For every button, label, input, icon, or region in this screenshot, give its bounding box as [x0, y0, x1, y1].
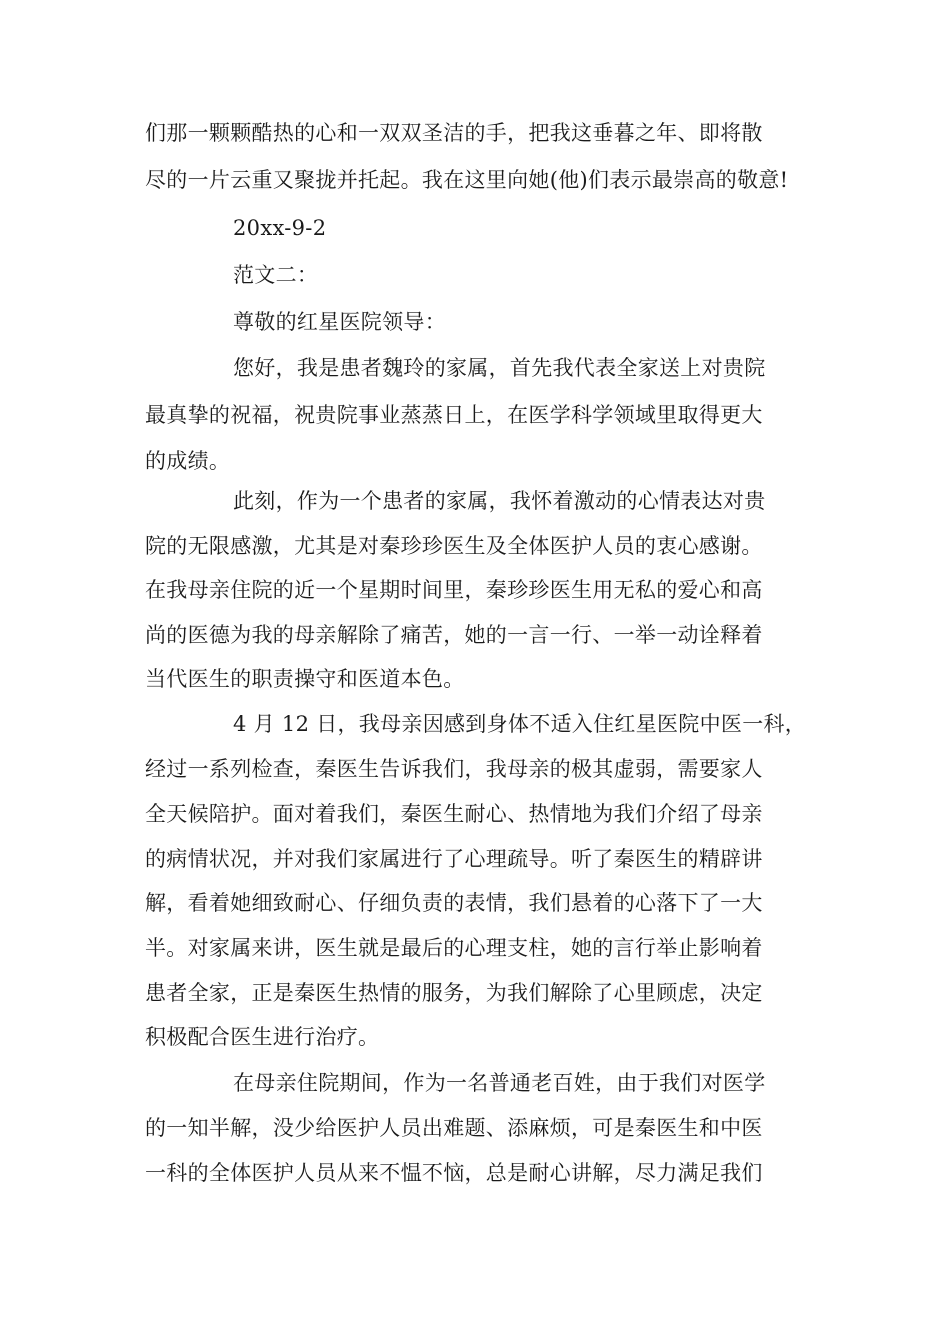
text-line: 经过一系列检查，秦医生告诉我们，我母亲的极其虚弱，需要家人	[145, 757, 763, 781]
text-line: 半。对家属来讲，医生就是最后的心理支柱，她的言行举止影响着	[145, 936, 763, 960]
paragraph-start: 此刻，作为一个患者的家属，我怀着激动的心情表达对贵	[233, 489, 766, 513]
text-line: 最真挚的祝福，祝贵院事业蒸蒸日上，在医学科学领域里取得更大	[145, 403, 763, 427]
text-line: 院的无限感激，尤其是对秦珍珍医生及全体医护人员的衷心感谢。	[145, 534, 763, 558]
text-line: 的病情状况，并对我们家属进行了心理疏导。听了秦医生的精辟讲	[145, 847, 763, 871]
paragraph-start: 您好，我是患者魏玲的家属，首先我代表全家送上对贵院	[233, 356, 766, 380]
text-line: 当代医生的职责操守和医道本色。	[145, 667, 465, 691]
text-line: 一科的全体医护人员从来不愠不恼，总是耐心讲解，尽力满足我们	[145, 1161, 763, 1185]
paragraph-start: 4 月 12 日，我母亲因感到身体不适入住红星医院中医一科，	[233, 712, 807, 736]
text-line: 尽的一片云重又聚拢并托起。我在这里向她(他)们表示最崇高的敬意!	[145, 168, 789, 192]
text-line: 患者全家，正是秦医生热情的服务，为我们解除了心里顾虑，决定	[145, 981, 763, 1005]
salutation: 尊敬的红星医院领导：	[233, 310, 446, 334]
text-line: 全天候陪护。面对着我们，秦医生耐心、热情地为我们介绍了母亲	[145, 802, 763, 826]
text-line: 积极配合医生进行治疗。	[145, 1025, 380, 1049]
text-line: 在我母亲住院的近一个星期时间里，秦珍珍医生用无私的爱心和高	[145, 578, 763, 602]
text-line: 的一知半解，没少给医护人员出难题、添麻烦，可是秦医生和中医	[145, 1116, 763, 1140]
text-line: 尚的医德为我的母亲解除了痛苦，她的一言一行、一举一动诠释着	[145, 623, 763, 647]
text-line: 的成绩。	[145, 449, 231, 473]
text-line: 解，看着她细致耐心、仔细负责的表情，我们悬着的心落下了一大	[145, 891, 763, 915]
text-line: 们那一颗颗酷热的心和一双双圣洁的手，把我这垂暮之年、即将散	[145, 121, 763, 145]
paragraph-start: 在母亲住院期间，作为一名普通老百姓，由于我们对医学	[233, 1071, 766, 1095]
date-line: 20xx-9-2	[233, 216, 327, 240]
section-heading: 范文二：	[233, 263, 319, 287]
